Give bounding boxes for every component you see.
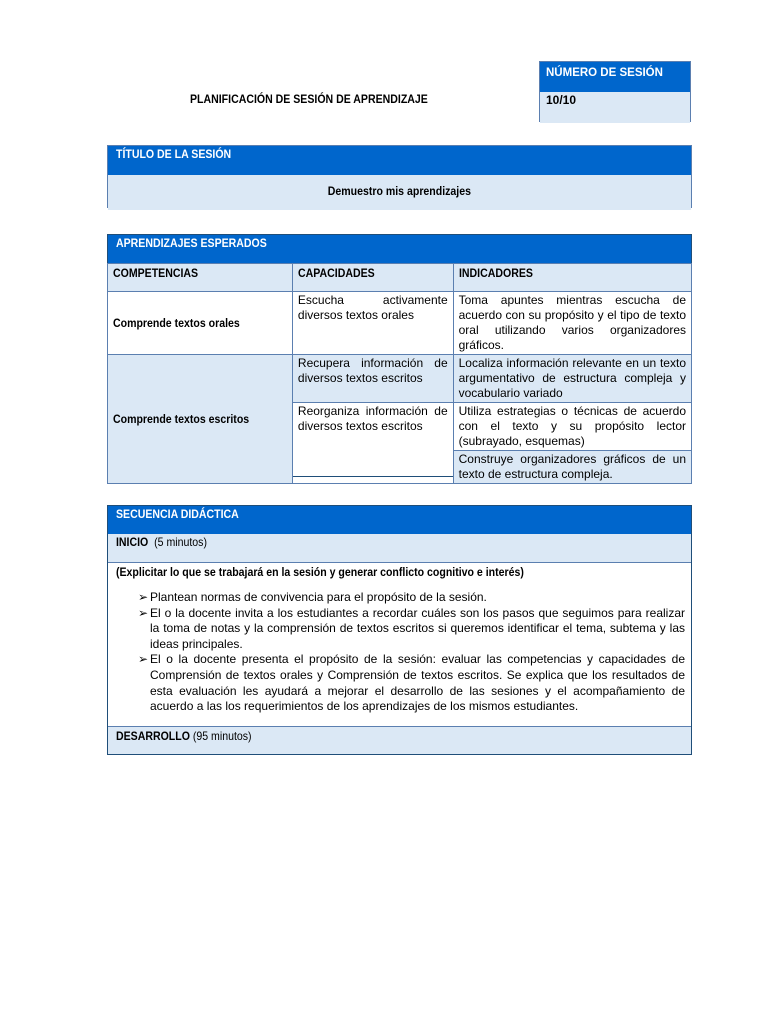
expected-learning-section: [107, 234, 692, 481]
session-title-label: TÍTULO DE LA SESIÓN: [108, 146, 691, 175]
arrow-bullet-icon: ➢: [138, 652, 149, 667]
inicio-content: [108, 563, 691, 727]
session-number-value: 10/10: [540, 92, 690, 123]
document-title: PLANIFICACIÓN DE SESIÓN DE APRENDIZAJE: [190, 92, 428, 106]
competencia-cell: Comprende textos escritos: [108, 355, 293, 484]
column-header-capacidades: CAPACIDADES: [292, 264, 453, 292]
session-number-label: NÚMERO DE SESIÓN: [540, 62, 690, 92]
indicador-cell: Localiza información relevante en un texto argumentativo de estructura compleja y vocabulario variado: [453, 355, 691, 403]
inicio-bullet-list: [108, 590, 691, 715]
inicio-label: INICIO: [116, 535, 149, 549]
list-item: ➢ Plantean normas de convivencia para el propósito de la sesión.: [138, 590, 487, 604]
list-item: ➢ El o la docente invita a los estudiantes a recordar cuáles son los pasos que seguimos para realizar la toma de notas y la comprensión de textos escritos si queremos identificar el tema, subtema y las ideas principales.: [138, 605, 685, 651]
indicador-cell: Toma apuntes mientras escucha de acuerdo con su propósito y el tipo de texto oral utilizando varios organizadores gráficos.: [453, 292, 691, 355]
indicador-cell: Construye organizadores gráficos de un texto de estructura compleja.: [453, 451, 691, 484]
inicio-row: [108, 534, 691, 563]
didactic-sequence-label: SECUENCIA DIDÁCTICA: [108, 506, 691, 534]
desarrollo-label: DESARROLLO: [116, 729, 190, 743]
inicio-note: (Explicitar lo que se trabajará en la sesión y generar conflicto cognitivo e interés): [116, 565, 524, 579]
arrow-bullet-icon: ➢: [138, 605, 149, 620]
session-title-value: Demuestro mis aprendizajes: [108, 175, 691, 210]
capacidad-cell: Reorganiza información de diversos textos escritos: [292, 403, 453, 484]
capacidad-cell: Recupera información de diversos textos escritos: [292, 355, 453, 403]
expected-learning-label: APRENDIZAJES ESPERADOS: [108, 235, 691, 264]
column-header-competencias: COMPETENCIAS: [108, 264, 293, 292]
session-title-box: [107, 145, 692, 208]
learning-table: [107, 263, 692, 484]
list-item: ➢ El o la docente presenta el propósito de la sesión: evaluar las competencias y capacidades de Comprensión de textos orales y Comprensión de textos escritos. Se explica que los resultados de esta evaluación les ayudará a mejorar el desarrollo de las sesiones y el acompañamiento de acuerdo a las los requerimientos de los aprendizajes de los mismos estudiantes.: [138, 652, 685, 714]
desarrollo-time: (95 minutos): [192, 729, 252, 743]
column-header-indicadores: INDICADORES: [453, 264, 691, 292]
session-number-box: [539, 61, 691, 122]
desarrollo-row: [108, 727, 691, 754]
indicador-cell: Utiliza estrategias o técnicas de acuerdo con el texto y su propósito lector (subrayado, esquemas): [453, 403, 691, 451]
capacidad-cell: Escucha activamente diversos textos orales: [292, 292, 453, 355]
competencia-cell: Comprende textos orales: [108, 292, 293, 355]
didactic-sequence-section: [107, 505, 692, 755]
inicio-time: (5 minutos): [154, 535, 207, 549]
arrow-bullet-icon: ➢: [138, 590, 149, 604]
